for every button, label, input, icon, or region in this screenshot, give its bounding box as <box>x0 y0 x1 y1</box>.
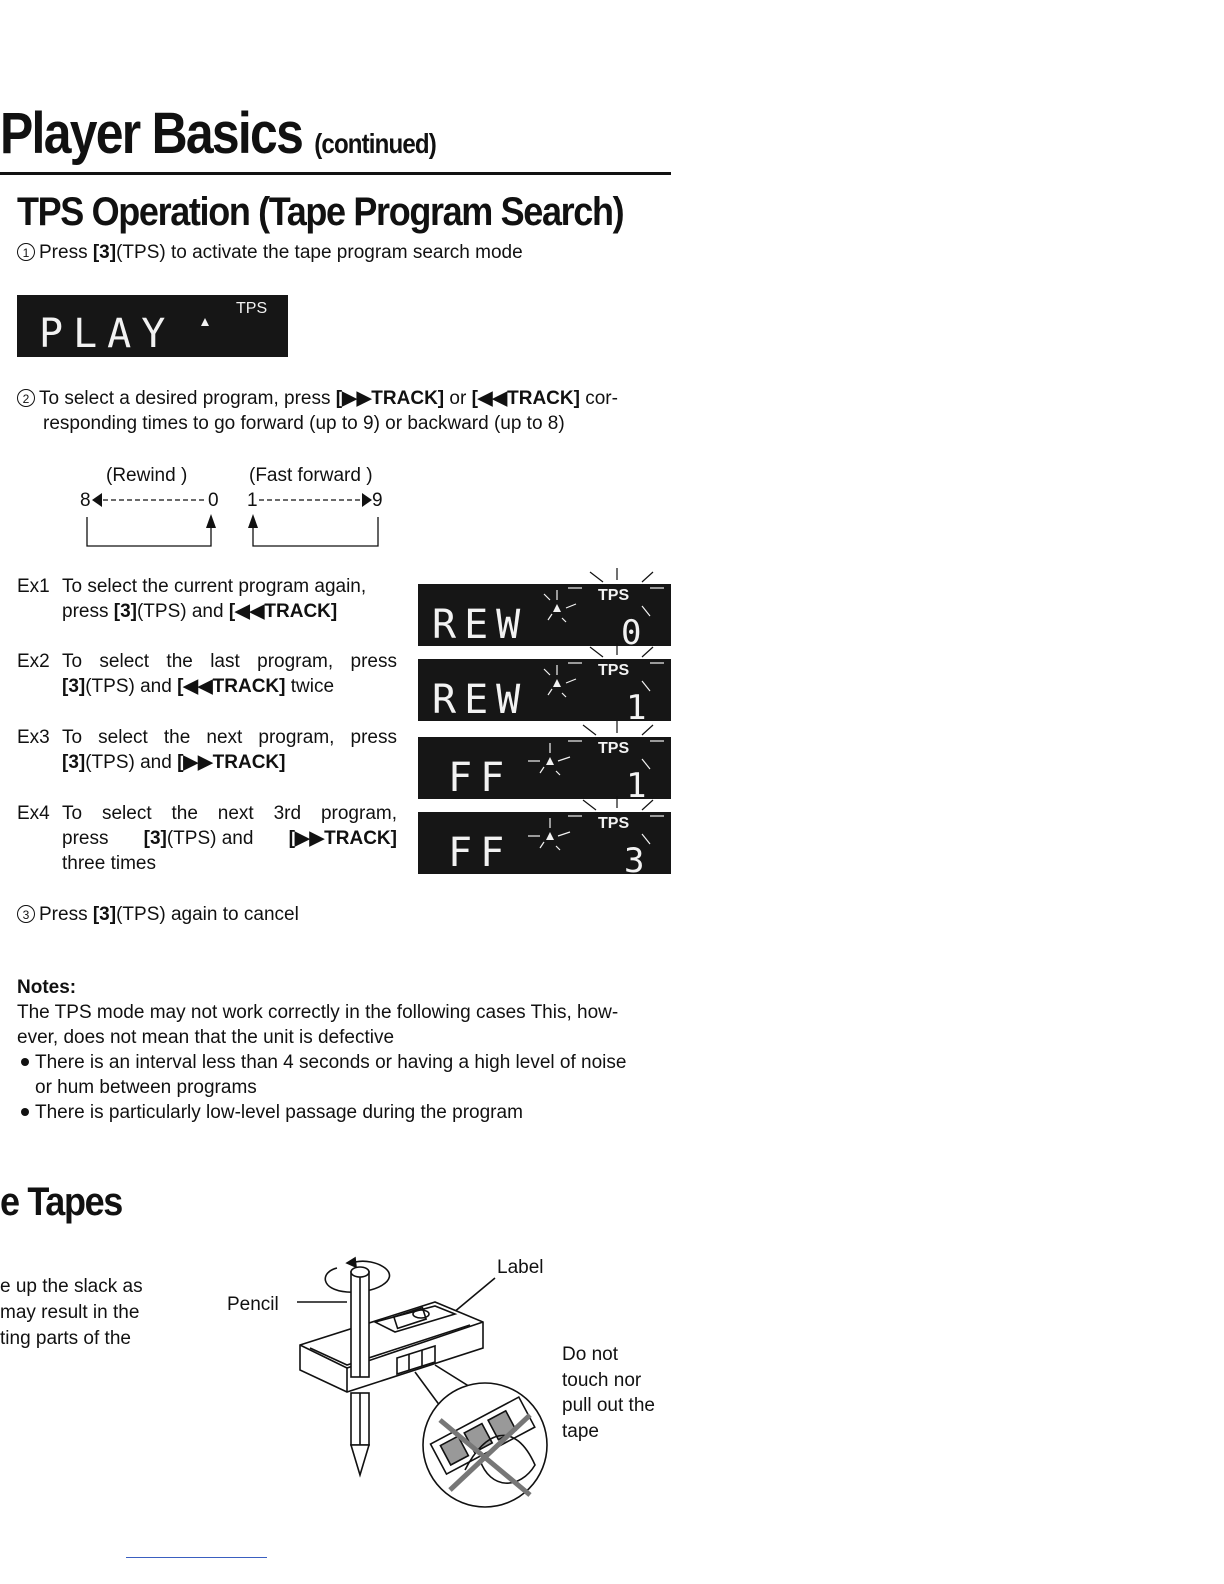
lcd-display-ex1 <box>418 568 671 648</box>
arrow-up-right-icon <box>248 514 258 528</box>
pencil-callout: Pencil <box>227 1294 279 1315</box>
step-1-number: 1 <box>17 243 35 261</box>
return-line-right <box>253 517 378 546</box>
lcd-ex3-graphic <box>418 721 671 801</box>
arrow-up-left-icon <box>206 514 216 528</box>
lcd-ex1-tps-indicator: TPS <box>598 587 630 604</box>
bullet-icon <box>21 1108 29 1116</box>
lcd-ex1-digit: 0 <box>621 613 642 648</box>
warning-text: Do not touch nor pull out the tape <box>562 1344 655 1442</box>
lcd-play-triangle-icon <box>201 318 209 326</box>
lcd-ex2-digit: 1 <box>626 688 647 723</box>
lcd-ex3-tps-indicator: TPS <box>598 740 630 757</box>
example-3: Ex3 To select the next program, press [3](TPS) and [▶▶TRACK] <box>17 727 397 773</box>
example-3-label: Ex3 <box>17 727 50 748</box>
diagram-num-1: 1 <box>247 490 258 511</box>
diagram-num-8: 8 <box>80 490 91 511</box>
example-4: Ex4 To select the next 3rd program, press [3](TPS) and [▶▶TRACK] three times <box>17 803 397 874</box>
lcd-tps-indicator: TPS <box>236 300 268 317</box>
lcd-ex4-digit: 3 <box>624 841 645 876</box>
notes-block: Notes: The TPS mode may not work correctly in the following cases This, how- ever, does not mean that the unit is defective There is an interval less than 4 seconds or having a high level of noise or hum between programs There is particularly low-level passage during the program <box>17 977 627 1123</box>
rewind-label: (Rewind ) <box>106 465 188 486</box>
arrow-left-icon <box>92 493 102 507</box>
arrow-right-icon <box>362 493 372 507</box>
example-1: Ex1 To select the current program again, press [3](TPS) and [◀◀TRACK] <box>17 576 367 622</box>
lcd-play-graphic <box>17 295 288 357</box>
cassette-pencil-illustration <box>285 1250 565 1510</box>
page-title <box>0 100 436 167</box>
step-2: 2 To select a desired program, press [▶▶TRACK] or [◀◀TRACK] cor- <box>17 386 618 411</box>
footer-rule <box>126 1557 267 1558</box>
lcd-display-ex3 <box>418 721 671 801</box>
notes-bullet-2: There is particularly low-level passage during the program <box>17 1100 626 1125</box>
lcd-ex4-graphic <box>418 796 671 876</box>
example-1-label: Ex1 <box>17 576 50 597</box>
key-3-cancel: [3] <box>92 904 117 925</box>
key-ff-track: [▶▶TRACK] <box>335 388 445 409</box>
notes-heading: Notes: <box>17 977 77 998</box>
lcd-ex1-graphic <box>418 568 671 648</box>
lcd-ex3-digit: 1 <box>626 766 647 801</box>
notes-line-2: ever, does not mean that the unit is defective <box>17 1027 395 1048</box>
tapes-text: e up the slack as may result in the ting parts of the <box>0 1276 143 1349</box>
page-title-text: Player Basics <box>0 101 303 166</box>
lcd-display-ex2 <box>418 643 671 723</box>
diagram-num-0: 0 <box>208 490 219 511</box>
page-subtitle: (continued) <box>314 128 436 159</box>
label-callout: Label <box>497 1257 544 1278</box>
step-2-line-2: responding times to go forward (up to 9) or backward (up to 8) <box>43 413 565 434</box>
lcd-play-text: PLAY <box>39 311 176 357</box>
lcd-ex2-graphic <box>418 643 671 723</box>
step-1: 1 Press [3](TPS) to activate the tape program search mode <box>17 240 523 265</box>
diagram-arrows <box>75 462 395 557</box>
key-rew-track: [◀◀TRACK] <box>471 388 580 409</box>
notes-bullet-1: There is an interval less than 4 seconds or having a high level of noise <box>17 1050 626 1075</box>
lcd-ex1-text: REW <box>432 602 529 648</box>
lcd-ex4-text: FF <box>448 830 513 876</box>
lcd-display-ex4 <box>418 796 671 876</box>
bullet-icon <box>21 1058 29 1066</box>
key-3: [3] <box>92 242 117 263</box>
lcd-ex2-tps-indicator: TPS <box>598 662 630 679</box>
fast-forward-label: (Fast forward ) <box>249 465 373 486</box>
step-2-number: 2 <box>17 389 35 407</box>
step-3: 3 Press [3](TPS) again to cancel <box>17 902 299 927</box>
lcd-ex2-text: REW <box>432 677 529 723</box>
lcd-display-play <box>17 295 288 357</box>
section-title-tps: TPS Operation (Tape Program Search) <box>17 190 624 234</box>
lcd-ex4-tps-indicator: TPS <box>598 815 630 832</box>
diagram-num-9: 9 <box>372 490 383 511</box>
example-2-label: Ex2 <box>17 651 50 672</box>
example-2: Ex2 To select the last program, press [3](TPS) and [◀◀TRACK] twice <box>17 651 397 697</box>
notes-line-1: The TPS mode may not work correctly in the following cases This, how- <box>17 1002 619 1023</box>
section-title-tapes: e Tapes <box>0 1180 122 1224</box>
step-3-number: 3 <box>17 905 35 923</box>
example-4-label: Ex4 <box>17 803 50 824</box>
direction-diagram <box>75 462 395 557</box>
title-rule <box>0 172 671 175</box>
lcd-ex3-text: FF <box>448 755 513 801</box>
return-line-left <box>87 517 211 546</box>
